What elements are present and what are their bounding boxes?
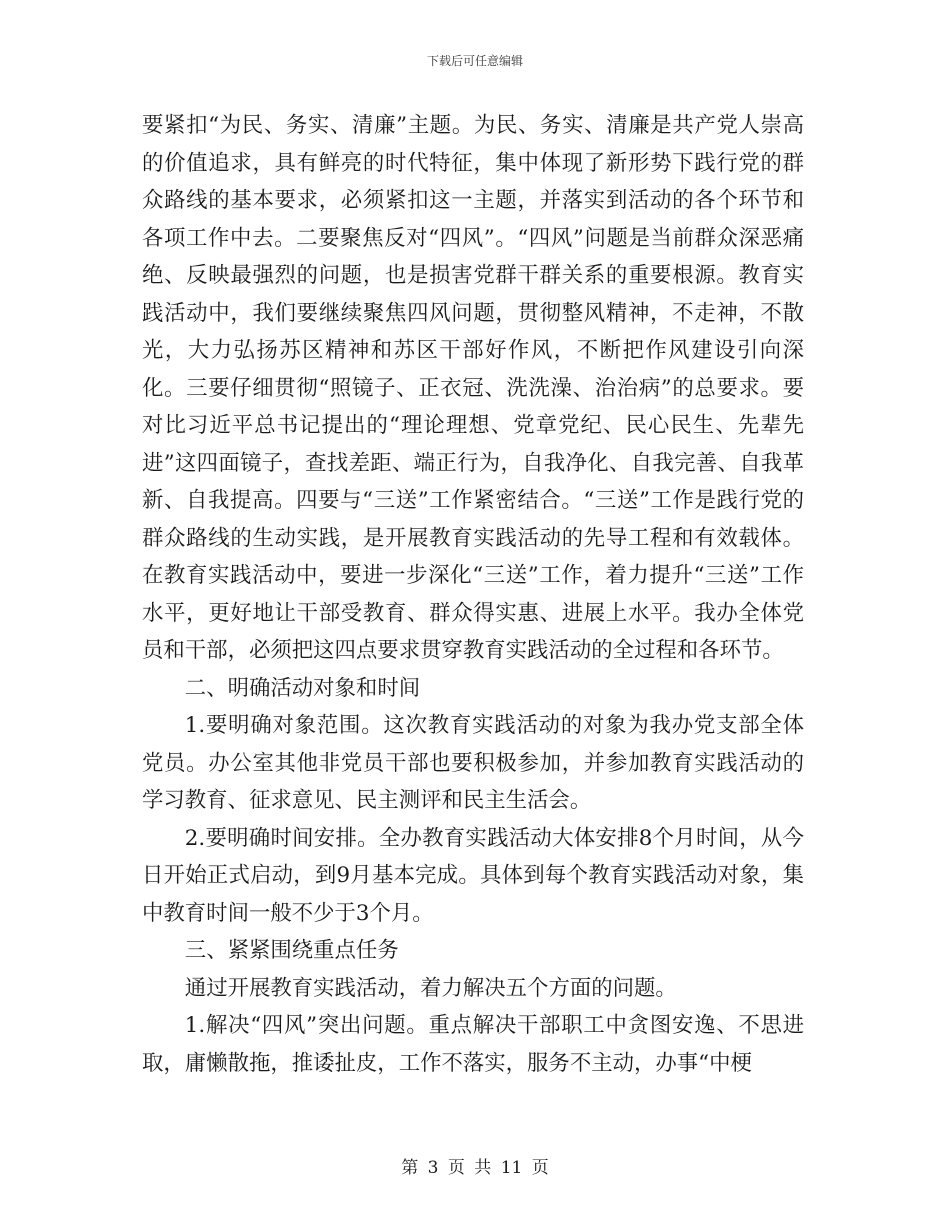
paragraph-intro-issues: 通过开展教育实践活动，着力解决五个方面的问题。: [184, 975, 677, 1001]
paragraph-scope: 1.要明确对象范围。这次教育实践活动的对象为我办党支部全体党员。办公室其他非党员干部也要积极参加，并参加教育实践活动的学习教育、征求意见、民主测评和民主生活会。: [142, 713, 804, 813]
paragraph-four-winds: 1.解决“四风”突出问题。重点解决干部职工中贪图安逸、不思进取，庸懒散拖，推诿扯皮，工作不落实，服务不主动，办事“中梗: [142, 1013, 804, 1076]
section-heading-3: 三、紧紧围绕重点任务: [184, 938, 399, 963]
document-body: [142, 107, 804, 1082]
paragraph-themes: 要紧扣“为民、务实、清廉”主题。为民、务实、清廉是共产党人崇高的价值追求，具有鲜亮的时代特征，集中体现了新形势下践行党的群众路线的基本要求，必须紧扣这一主题，并落实到活动的各个环节和各项工作中去。二要聚焦反对“四风”。“四风”问题是当前群众深恶痛绝、反映最强烈的问题，也是损害党群干群关系的重要根源。教育实践活动中，我们要继续聚焦四风问题，贯彻整风精神，不走神，不散光，大力弘扬苏区精神和苏区干部好作风，不断把作风建设引向深化。三要仔细贯彻“照镜子、正衣冠、洗洗澡、治治病”的总要求。要对比习近平总书记提出的“理论理想、党章党纪、民心民生、先辈先进”这四面镜子，查找差距、端正行为，自我净化、自我完善、自我革新、自我提高。四要与“三送”工作紧密结合。“三送”工作是践行党的群众路线的生动实践，是开展教育实践活动的先导工程和有效载体。在教育实践活动中，要进一步深化“三送”工作，着力提升“三送”工作水平，更好地让干部受教育、群众得实惠、进展上水平。我办全体党员和干部，必须把这四点要求贯穿教育实践活动的全过程和各环节。: [142, 113, 804, 663]
paragraph-schedule: 2.要明确时间安排。全办教育实践活动大体安排8个月时间，从今日开始正式启动，到9月基本完成。具体到每个教育实践活动对象，集中教育时间一般不少于3个月。: [142, 825, 804, 926]
section-heading-2: 二、明确活动对象和时间: [184, 675, 421, 701]
page-number: 第 3 页 共 11 页: [401, 1158, 549, 1178]
page-header: 下载后可任意编辑: [426, 54, 523, 68]
